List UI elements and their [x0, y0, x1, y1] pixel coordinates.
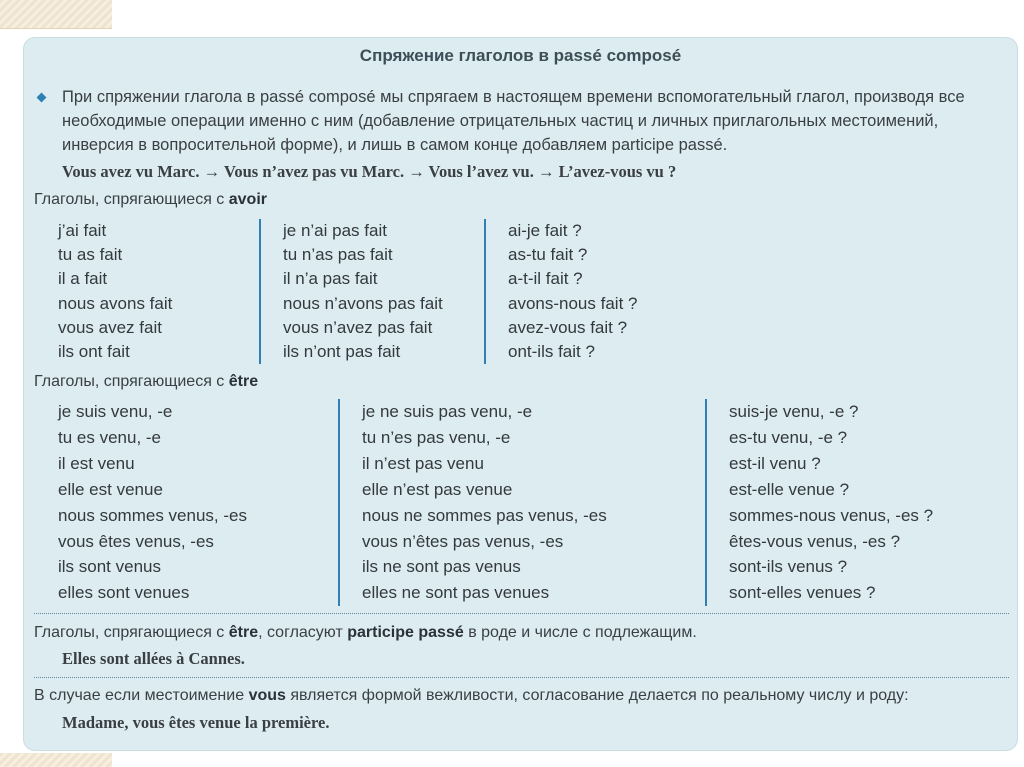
- intro-example: Vous avez vu Marc. → Vous n’avez pas vu Marc. → Vous l’avez vu. → L’avez-vous vu ?: [62, 162, 677, 181]
- dotted-divider: [34, 677, 1009, 678]
- list-item: as-tu fait ?: [508, 245, 588, 265]
- list-item: ils sont venus: [58, 557, 161, 577]
- agreement-text-3: в роде и числе с подлежащим.: [468, 624, 697, 641]
- agreement-example: Elles sont allées à Cannes.: [62, 649, 245, 668]
- politeness-text-2: является формой вежливости, согласование делается по реальному числу и роду:: [290, 687, 909, 704]
- list-item: ils ne sont pas venus: [362, 557, 521, 577]
- intro-text: При спряжении глагола в passé composé мы спрягаем в настоящем времени вспомогательный глагол, производя все необходимые операции именно с ним (добавление отрицательных частиц и личных приглагольных местоимений, инверсия в вопросительной форме), и лишь в самом конце добавляем participe passé.: [62, 88, 965, 154]
- list-item: je suis venu, -e: [58, 402, 173, 421]
- politeness-example: Madame, vous êtes venue la première.: [62, 713, 330, 732]
- list-item: elles sont venues: [58, 583, 190, 603]
- list-item: ils n’ont pas fait: [283, 342, 401, 362]
- list-item: nous ne sommes pas venus, -es: [362, 505, 607, 525]
- list-item: ai-je fait ?: [508, 221, 582, 240]
- list-item: ils ont fait: [58, 342, 130, 362]
- list-item: suis-je venu, -e ?: [729, 402, 859, 421]
- list-item: sont-ils venus ?: [729, 557, 848, 577]
- avoir-label-verb: avoir: [228, 191, 267, 208]
- list-item: vous n’êtes pas venus, -es: [362, 531, 564, 551]
- list-item: il n’a pas fait: [283, 269, 378, 289]
- etre-section-label: [34, 373, 258, 391]
- etre-label-verb: être: [228, 373, 259, 390]
- agreement-bold-participe: participe passé: [347, 624, 464, 641]
- panel-title: Спряжение глаголов в passé composé: [359, 46, 682, 65]
- dotted-divider: [34, 613, 1009, 614]
- agreement-rule: [34, 624, 697, 642]
- list-item: a-t-il fait ?: [508, 269, 583, 289]
- grammar-panel: [23, 37, 1018, 751]
- list-item: elle n’est pas venue: [362, 479, 513, 499]
- list-item: vous avez fait: [58, 317, 162, 337]
- list-item: il n’est pas venu: [362, 453, 484, 473]
- corner-decoration-bottom: [0, 753, 112, 767]
- agreement-bold-etre: être: [228, 624, 259, 641]
- list-item: j’ai fait: [58, 221, 107, 240]
- list-item: ont-ils fait ?: [508, 342, 595, 362]
- list-item: nous avons fait: [58, 293, 173, 313]
- list-item: nous n’avons pas fait: [283, 293, 443, 313]
- list-item: elles ne sont pas venues: [362, 583, 550, 603]
- list-item: tu n’as pas fait: [283, 245, 393, 265]
- list-item: tu as fait: [58, 245, 123, 265]
- avoir-interrogative-column: [484, 219, 637, 364]
- list-item: avez-vous fait ?: [508, 317, 628, 337]
- etre-label-prefix: Глаголы, спрягающиеся с: [34, 373, 225, 390]
- list-item: nous sommes venus, -es: [58, 505, 247, 525]
- avoir-negative-column: [259, 219, 443, 364]
- politeness-text-1: В случае если местоимение: [34, 687, 245, 704]
- avoir-label-prefix: Глаголы, спрягающиеся с: [34, 191, 225, 208]
- agreement-text-1: Глаголы, спрягающиеся с: [34, 624, 225, 641]
- politeness-rule: [34, 687, 909, 705]
- list-item: je ne suis pas venu, -e: [362, 402, 533, 421]
- list-item: il est venu: [58, 453, 135, 473]
- etre-negative-column: [338, 399, 607, 606]
- list-item: sont-elles venues ?: [729, 583, 876, 603]
- corner-decoration: [0, 0, 112, 29]
- etre-affirmative-column: [34, 399, 247, 606]
- list-item: est-il venu ?: [729, 453, 821, 473]
- list-item: il a fait: [58, 269, 108, 289]
- list-item: elle est venue: [58, 479, 163, 499]
- diamond-bullet-icon: [37, 93, 47, 103]
- list-item: es-tu venu, -e ?: [729, 427, 848, 447]
- list-item: sommes-nous venus, -es ?: [729, 505, 934, 525]
- list-item: tu es venu, -e: [58, 427, 162, 447]
- etre-interrogative-column: [705, 399, 933, 606]
- list-item: êtes-vous venus, -es ?: [729, 531, 901, 551]
- politeness-bold-vous: vous: [248, 687, 286, 704]
- list-item: vous n’avez pas fait: [283, 317, 433, 337]
- agreement-text-2: , согласуют: [258, 624, 343, 641]
- avoir-affirmative-column: [34, 219, 172, 364]
- list-item: je n’ai pas fait: [283, 221, 387, 240]
- list-item: avons-nous fait ?: [508, 293, 638, 313]
- list-item: vous êtes venus, -es: [58, 531, 214, 551]
- list-item: tu n’es pas venu, -e: [362, 427, 511, 447]
- list-item: est-elle venue ?: [729, 479, 850, 499]
- avoir-section-label: [34, 191, 267, 209]
